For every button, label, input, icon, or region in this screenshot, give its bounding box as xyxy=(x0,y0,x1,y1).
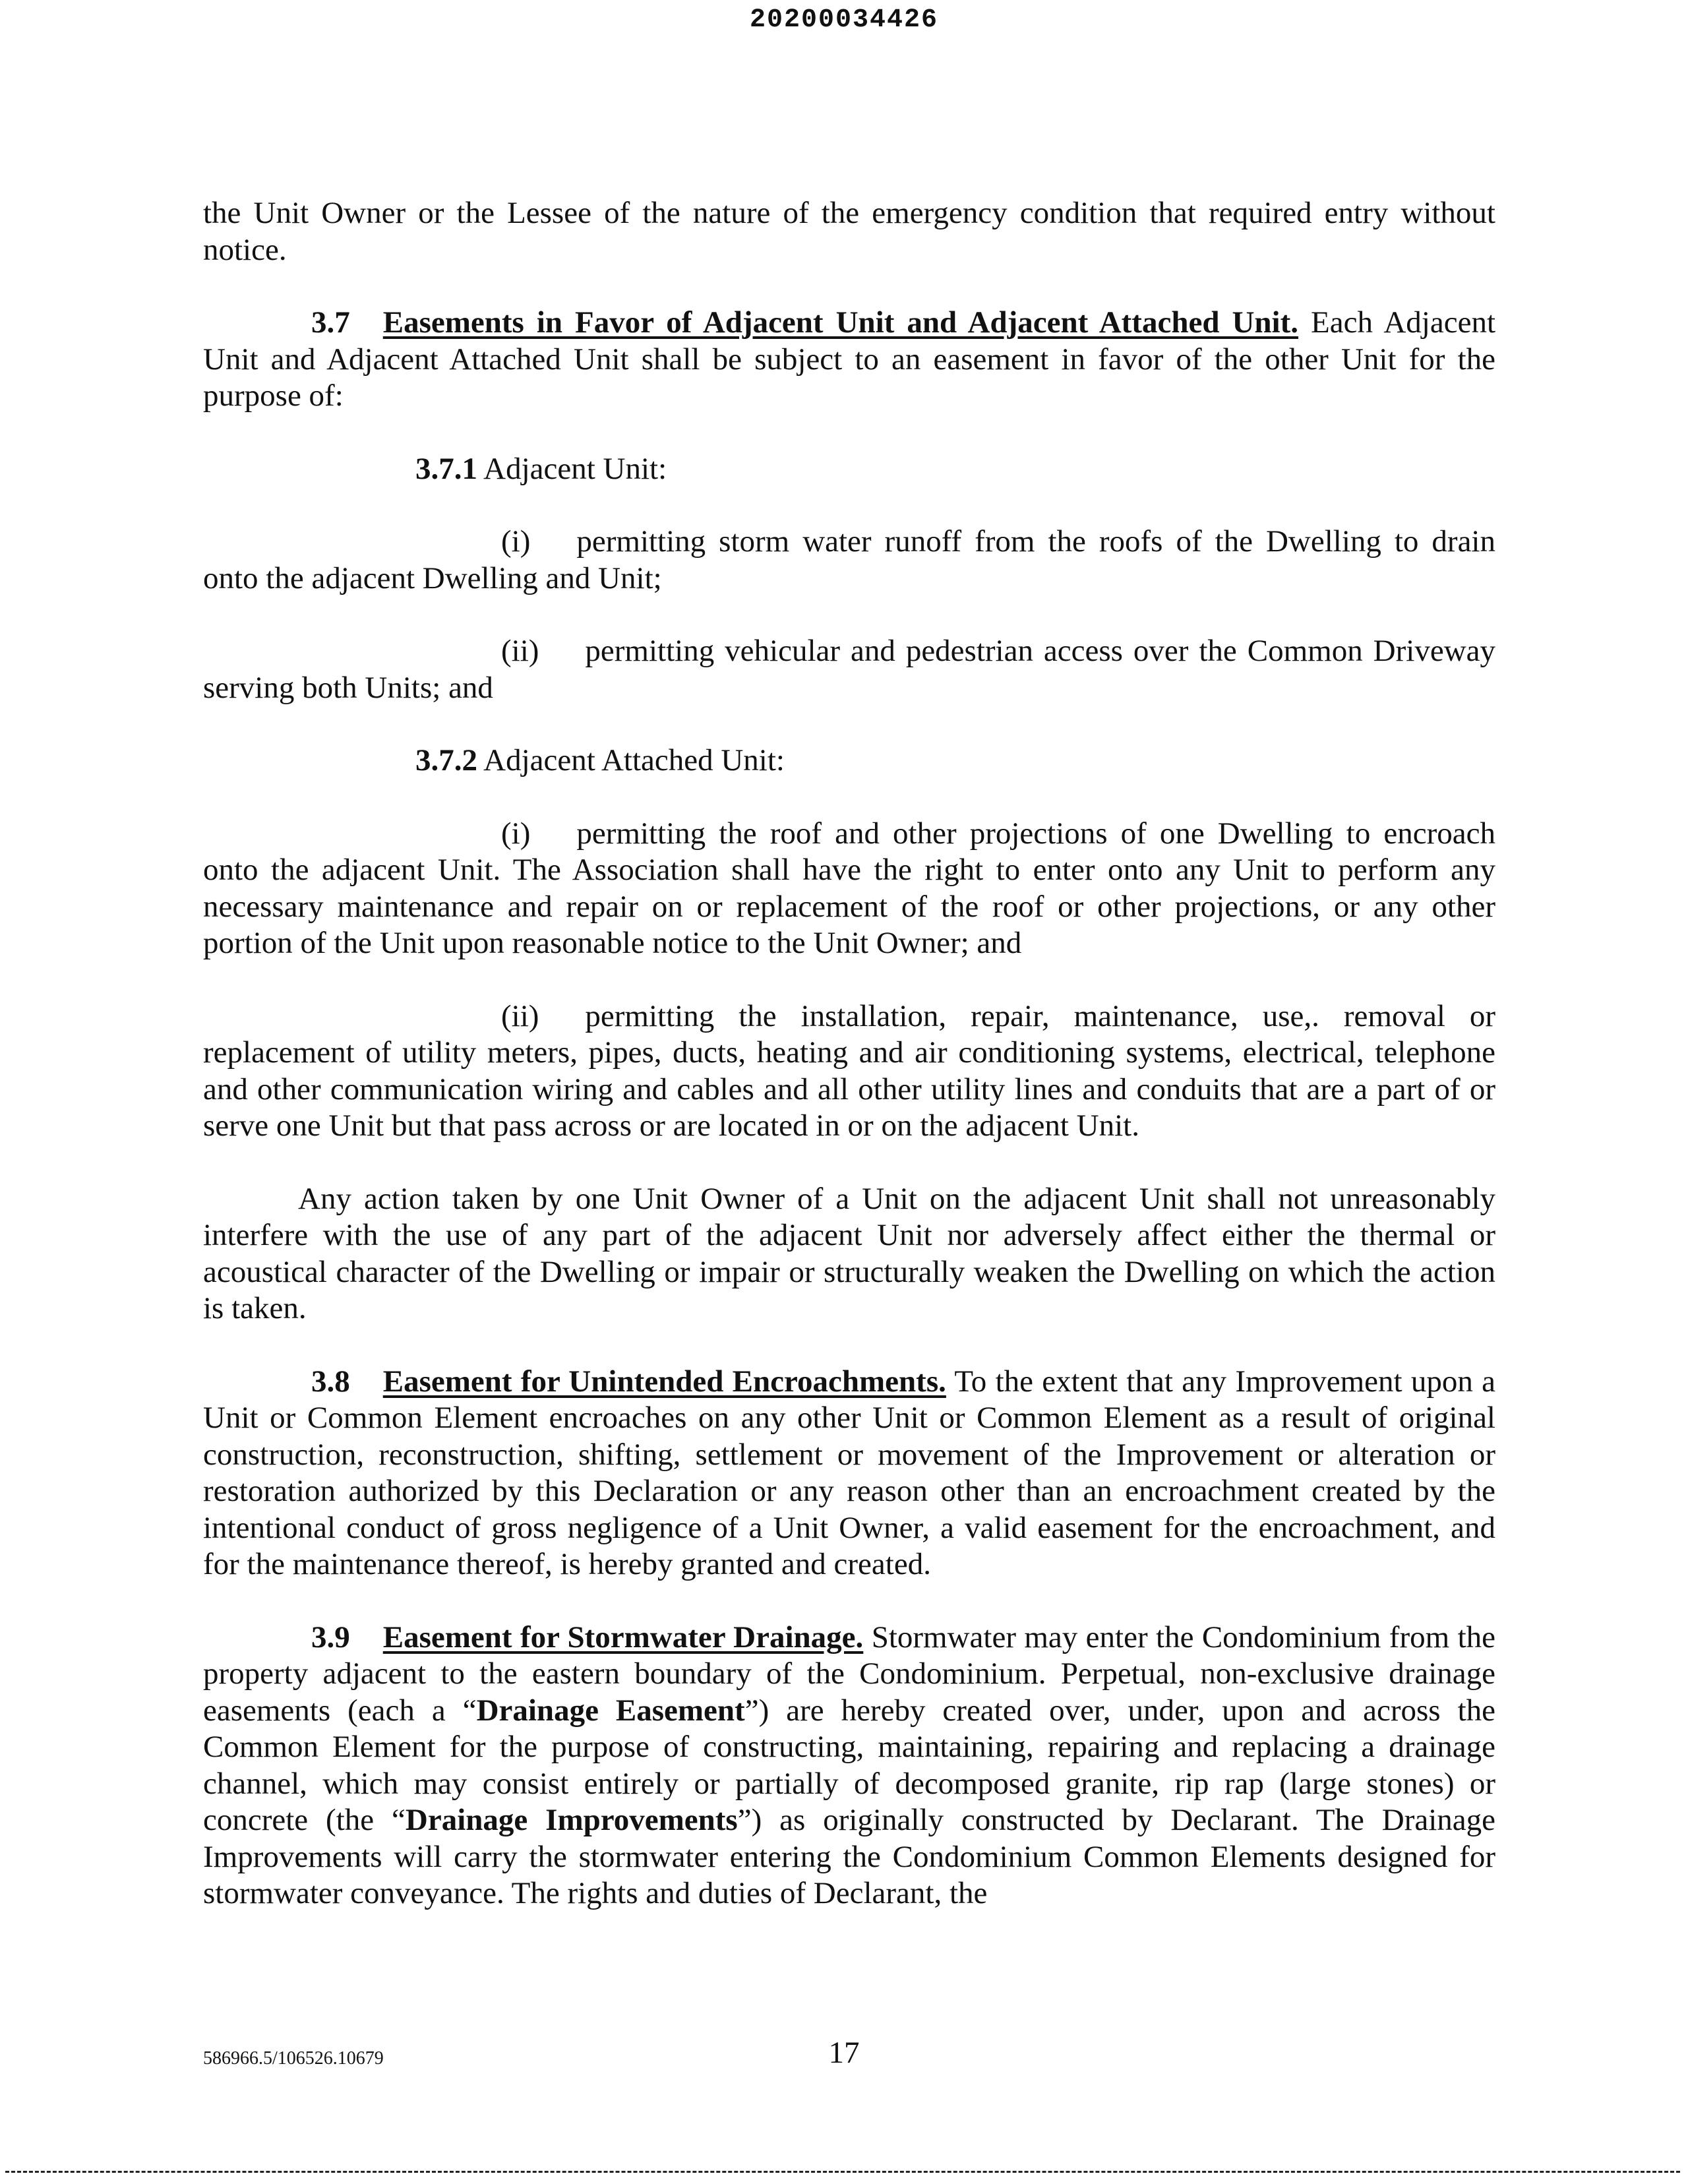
bottom-scan-rule xyxy=(5,2171,1680,2173)
defined-term-drainage-easement: Drainage Easement xyxy=(476,1693,745,1728)
item-text: permitting vehicular and pedestrian access over the Common Driveway serving both Units; and xyxy=(203,634,1495,705)
subsection-number: 3.7.1 xyxy=(415,451,477,486)
section-text: Each Adjacent Unit and Adjacent Attached Unit shall be subject to an easement in favor of the other Unit for the purpose of: xyxy=(203,305,1495,413)
section-number: 3.8 xyxy=(311,1364,350,1399)
subsection-3-7-2-item-ii xyxy=(203,998,1495,1145)
document-body xyxy=(203,195,1495,1912)
section-text-b: ”) are hereby created over, under, upon and across the Common Element for the purpose of constructing, maintaining, repairing and replacing a drainage channel, which may consist entirely or partially of decomposed granite, rip rap (large stones) or concrete (the “ xyxy=(203,1693,1495,1837)
section-text: To the extent that any Improvement upon a Unit or Common Element encroaches on any other Unit or Common Element as a result of original construction, reconstruction, shifting, settlement or movement of the Improvement or alteration or restoration authorized by this Declaration or any reason other than an encroachment created by the intentional conduct of gross negligence of a Unit Owner, a valid easement for the encroachment, and for the maintenance thereof, is hereby granted and created. xyxy=(203,1364,1495,1581)
subsection-3-7-1-heading xyxy=(203,451,1495,488)
section-3-9 xyxy=(203,1620,1495,1912)
subsection-3-7-2-item-i xyxy=(203,816,1495,962)
subsection-3-7-1-item-ii xyxy=(203,633,1495,706)
section-3-7 xyxy=(203,305,1495,415)
subsection-title: Adjacent Attached Unit: xyxy=(477,743,785,777)
footer-page-number: 17 xyxy=(828,2036,860,2070)
item-number: (ii) xyxy=(501,634,539,668)
section-number: 3.7 xyxy=(311,305,350,340)
subsection-3-7-1-item-i xyxy=(203,524,1495,597)
section-number: 3.9 xyxy=(311,1620,350,1654)
item-text: permitting the installation, repair, maintenance, use,. removal or replacement of utility meters, pipes, ducts, heating and air conditioning systems, electrical, telephone and other communication wiring and cables and all other utility lines and conduits that are a part of or serve one Unit but that pass across or are located in or on the adjacent Unit. xyxy=(203,998,1495,1143)
item-number: (i) xyxy=(501,524,531,559)
section-title: Easement for Unintended Encroachments. xyxy=(382,1364,946,1399)
section-text-c: ”) as originally constructed by Declarant. The Drainage Improvements will carry the stormwater entering the Condominium Common Elements designed for stormwater conveyance. The rights and duties of Declarant, the xyxy=(203,1803,1495,1910)
paragraph-action: Any action taken by one Unit Owner of a Unit on the adjacent Unit shall not unreasonably interfere with the use of any part of the adjacent Unit nor adversely affect either the thermal or acoustical character of the Dwelling or impair or structurally weaken the Dwelling on which the action is taken. xyxy=(203,1181,1495,1325)
item-number: (ii) xyxy=(501,998,539,1033)
document-number: 20200034426 xyxy=(749,5,939,35)
item-text: permitting storm water runoff from the roofs of the Dwelling to drain onto the adjacent Dwelling and Unit; xyxy=(203,524,1495,595)
item-number: (i) xyxy=(501,816,531,851)
footer-document-id: 586966.5/106526.10679 xyxy=(203,2048,384,2069)
paragraph-intro: the Unit Owner or the Lessee of the nature of the emergency condition that required entry without notice. xyxy=(203,196,1495,267)
subsection-3-7-2-heading xyxy=(203,743,1495,779)
subsection-title: Adjacent Unit: xyxy=(477,451,667,486)
section-title: Easements in Favor of Adjacent Unit and Adjacent Attached Unit. xyxy=(382,305,1299,340)
section-3-8 xyxy=(203,1364,1495,1583)
defined-term-drainage-improvements: Drainage Improvements xyxy=(405,1803,738,1837)
item-text: permitting the roof and other projections of one Dwelling to encroach onto the adjacent Unit. The Association shall have the right to enter onto any Unit to perform any necessary maintenance and repair on or replacement of the roof or other projections, or any other portion of the Unit upon reasonable notice to the Unit Owner; and xyxy=(203,816,1495,960)
subsection-number: 3.7.2 xyxy=(415,743,477,777)
section-title: Easement for Stormwater Drainage. xyxy=(382,1620,864,1654)
section-text-a: Stormwater may enter the Condominium from the property adjacent to the eastern boundary of the Condominium. Perpetual, non-exclusive drainage easements (each a “ xyxy=(203,1620,1495,1728)
